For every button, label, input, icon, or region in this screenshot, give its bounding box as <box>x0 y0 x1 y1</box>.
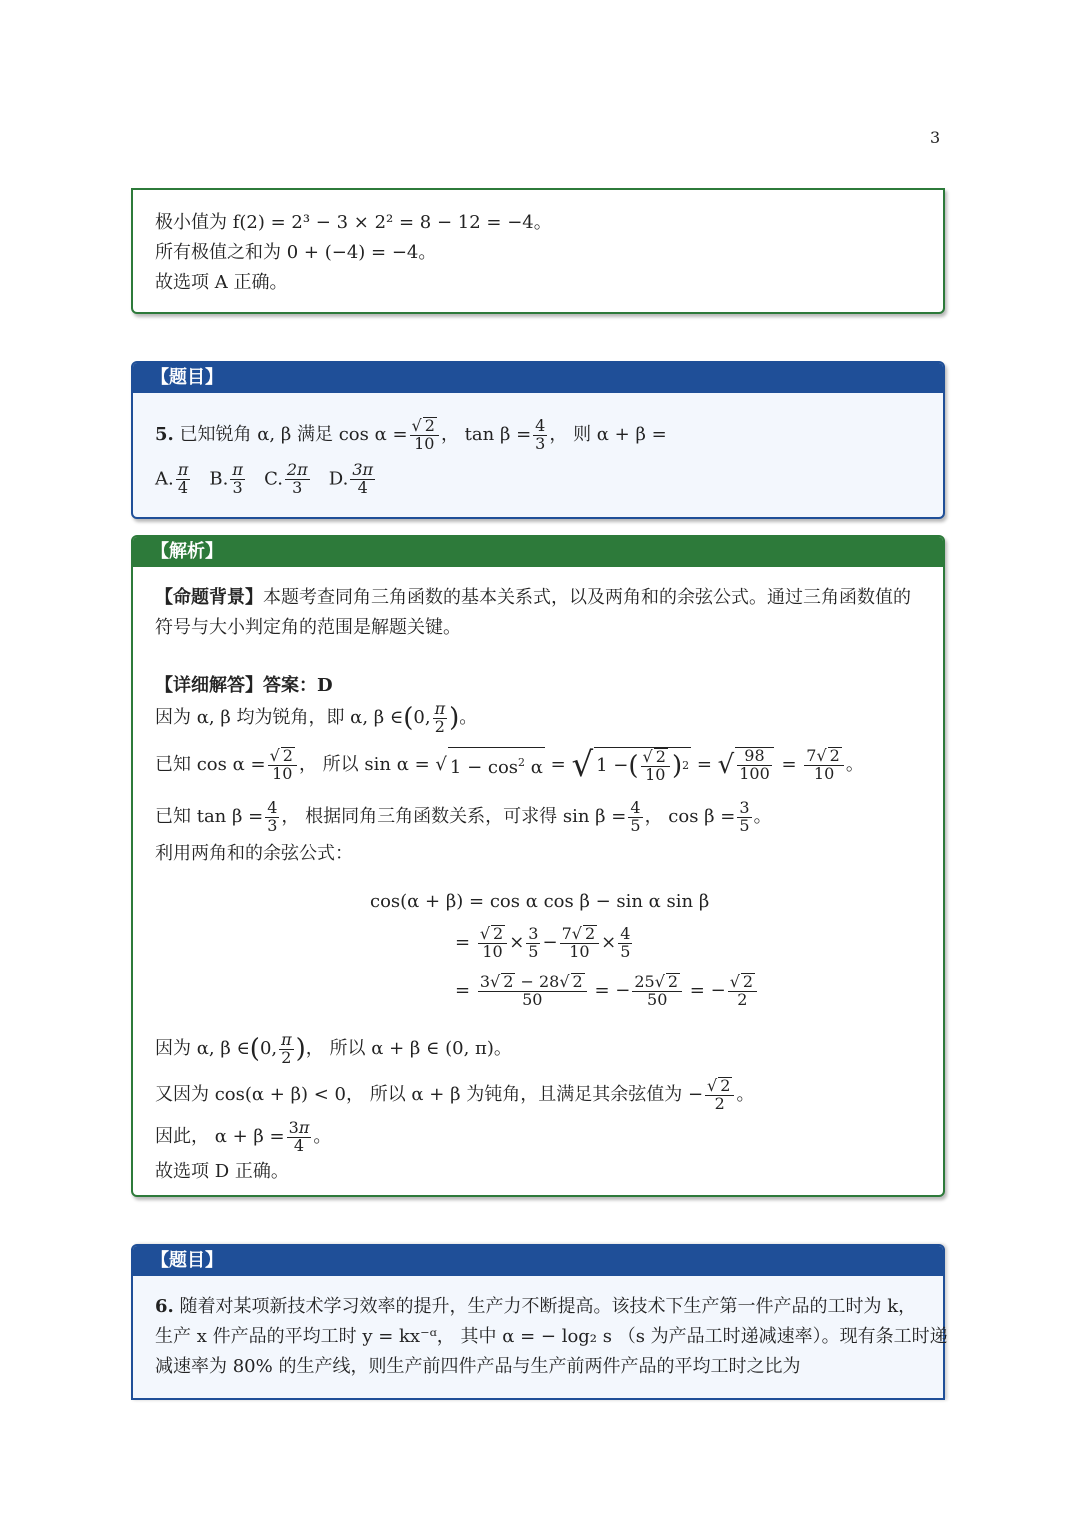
prev-line3: 故选项 A 正确。 <box>155 272 288 293</box>
previous-solution-box <box>131 188 945 314</box>
answer-label: 答案：D <box>263 675 333 696</box>
line-range: 因为 α, β ∈ <box>155 1038 250 1059</box>
question-5-stem: 已知锐角 α, β 满足 cos α = <box>179 424 408 445</box>
analysis-header: 【解析】 <box>133 537 943 567</box>
analysis-box: 【解析】 【命题背景】本题考查同角三角函数的基本关系式，以及两角和的余弦公式。通过三角函数值的 符号与大小判定角的范围是解题关键。 【详细解答】答案：D 因为 α, β 均为锐角，即 α, β ∈ ( 0, $\frac{\pi}{2}$ ) 。 已知 cos α = √ $\frac{2}{10}$ ， 所以 sin α = √ $1 - \cos^2 \alpha$ = √ 1 − ( √ $\frac{2}{10}$ ) 2 = √ $\frac{98}{100}$ = $\frac{7√ 2}{10}$ 。 已知 tan β = $\frac{4}{3}$ ， 根据同角三角函数关系，可求得 sin β = $\frac{4}{5}$ ， cos β = $\frac{3}{5}$ 。 利用两角和的余弦公式： cos(α + β) = cos α cos β − sin α sin β = √ $\frac{2}{10}$ × $\frac{3}{5}$ − $\frac{7√ 2}{10}$ × $\frac{4}{5}$ = $\frac{3√ 2 - 28√ 2}{50}$ = − $\frac{25√ 2}{50}$ = − √ $\frac{2}{2}$ 因为 α, β ∈ ( 0, $\frac{\pi}{2}$ ) ， 所以 α + β ∈ (0, π)。 又因为 cos(α + β) < 0， 所以 α + β 为钝角，且满足其余弦值为 − √ $\frac{2}{2}$ 。 因此， α + β = $\frac{3\pi}{4}$ 。 故选项 D 正确。 <box>131 535 945 1197</box>
question-6-header: 【题目】 <box>133 1246 943 1276</box>
line-formula-intro: 利用两角和的余弦公式： <box>155 843 353 864</box>
question-5-header: 【题目】 <box>133 363 943 393</box>
question-6-text-2: 生产 x 件产品的平均工时 y = kx⁻ᵅ， 其中 α = − log₂ s （s 为产品工时递减速率）。现有条工时递 <box>155 1326 948 1347</box>
line-obtuse: 又因为 cos(α + β) < 0， 所以 α + β 为钝角，且满足其余弦值为 − <box>155 1084 704 1105</box>
equation-line-1: cos(α + β) = cos α cos β − sin α sin β <box>370 891 710 912</box>
question-5-ask: ， 则 α + β = <box>549 424 667 445</box>
option-b: B. $\frac{\pi}{3}$ <box>209 459 243 497</box>
equation-block: cos(α + β) = cos α cos β − sin α sin β = √ $\frac{2}{10}$ × $\frac{3}{5}$ − $\frac{7√ 2}{10}$ × $\frac{4}{5}$ = $\frac{3√ 2 - 28√ 2}{50}$ = − $\frac{25√ 2}{50}$ = − √ $\frac{2}{2}$ <box>370 885 921 1015</box>
prev-line1-expr: f(2) = 2³ − 3 × 2² = 8 − 12 = −4。 <box>232 212 552 233</box>
prev-line2-prefix: 所有极值之和为 <box>155 242 287 263</box>
option-a: A. $\frac{\pi}{4}$ <box>155 459 189 497</box>
line-range-sum: ， 所以 α + β ∈ (0, π)。 <box>305 1038 512 1059</box>
line-acute: 因为 α, β 均为锐角，即 α, β ∈ <box>155 707 404 728</box>
page-number: 3 <box>930 128 941 147</box>
prev-line2-expr: 0 + (−4) = −4。 <box>286 242 437 263</box>
line-final: 故选项 D 正确。 <box>155 1161 289 1182</box>
detail-tag: 【详细解答】 <box>155 675 263 696</box>
question-6-number: 6. <box>155 1296 174 1317</box>
line-conclusion: 因此， α + β = <box>155 1126 285 1147</box>
prev-line1-prefix: 极小值为 <box>155 212 233 233</box>
line-sin-beta: ， 根据同角三角函数关系，可求得 sin β = <box>281 806 627 827</box>
line-cos-given: 已知 cos α = <box>155 754 266 775</box>
option-d: D. $\frac{3\pi}{4}$ <box>328 459 374 497</box>
question-5-number: 5. <box>155 424 174 445</box>
background-tag: 【命题背景】 <box>155 587 263 608</box>
line-sin-calc: ， 所以 sin α = <box>298 754 430 775</box>
line-cos-beta: ， cos β = <box>644 806 736 827</box>
question-6-text-1: 随着对某项新技术学习效率的提升，生产力不断提高。该技术下生产第一件产品的工时为 k， <box>179 1296 917 1317</box>
background-text-2: 符号与大小判定角的范围是解题关键。 <box>155 617 461 638</box>
question-6-box <box>131 1244 948 1400</box>
option-c: C. $\frac{2\pi}{3}$ <box>264 459 308 497</box>
line-tan-given: 已知 tan β = <box>155 806 264 827</box>
question-5-tan: ， tan β = <box>440 424 532 445</box>
background-text-1: 本题考查同角三角函数的基本关系式，以及两角和的余弦公式。通过三角函数值的 <box>263 587 911 608</box>
tan-beta-fraction: $\frac{4}{3}$ <box>535 415 546 453</box>
question-5-box <box>131 361 945 519</box>
cos-alpha-fraction: √ $\frac{2}{10}$ <box>410 417 439 453</box>
question-6-text-3: 减速率为 80% 的生产线，则生产前四件产品与生产前两件产品的平均工时之比为 <box>155 1356 801 1377</box>
